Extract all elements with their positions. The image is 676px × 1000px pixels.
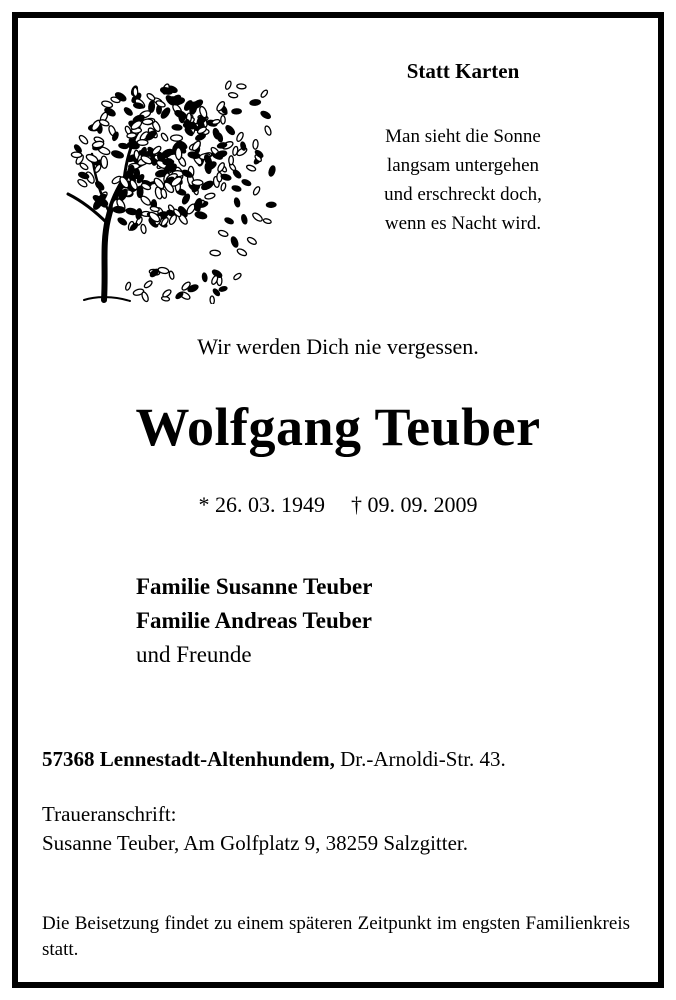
verse-line: wenn es Nacht wird. <box>384 213 542 234</box>
address-line <box>42 747 506 772</box>
mourner-line: Familie Andreas Teuber <box>136 608 372 633</box>
funeral-note: Die Beisetzung findet zu einem späteren Zeitpunkt im engsten Familienkreis statt. <box>42 913 630 960</box>
mourning-address-value: Susanne Teuber, Am Golfplatz 9, 38259 Salzgitter. <box>42 831 468 855</box>
deceased-name: Wolfgang Teuber <box>135 397 541 457</box>
verse-line: Man sieht die Sonne <box>385 126 541 147</box>
obituary-frame <box>12 12 664 988</box>
mourners <box>136 570 372 672</box>
mourner-line: und Freunde <box>136 642 252 667</box>
statt-karten-heading: Statt Karten <box>406 59 520 83</box>
tree-with-falling-leaves-icon <box>44 54 284 304</box>
header-block <box>348 58 578 238</box>
motto: Wir werden Dich nie vergessen. <box>197 334 479 359</box>
verse <box>348 122 578 238</box>
death-date: † 09. 09. 2009 <box>351 492 478 517</box>
mourning-address-label: Traueranschrift: <box>42 802 177 826</box>
life-dates <box>18 492 658 518</box>
address-city: 57368 Lennestadt-Altenhundem, <box>42 747 335 771</box>
birth-date: * 26. 03. 1949 <box>198 492 325 517</box>
mourning-address <box>42 800 468 858</box>
mourner-line: Familie Susanne Teuber <box>136 574 373 599</box>
address-street: Dr.-Arnoldi-Str. 43. <box>340 747 506 771</box>
verse-line: und erschreckt doch, <box>384 184 542 205</box>
verse-line: langsam untergehen <box>386 155 540 176</box>
